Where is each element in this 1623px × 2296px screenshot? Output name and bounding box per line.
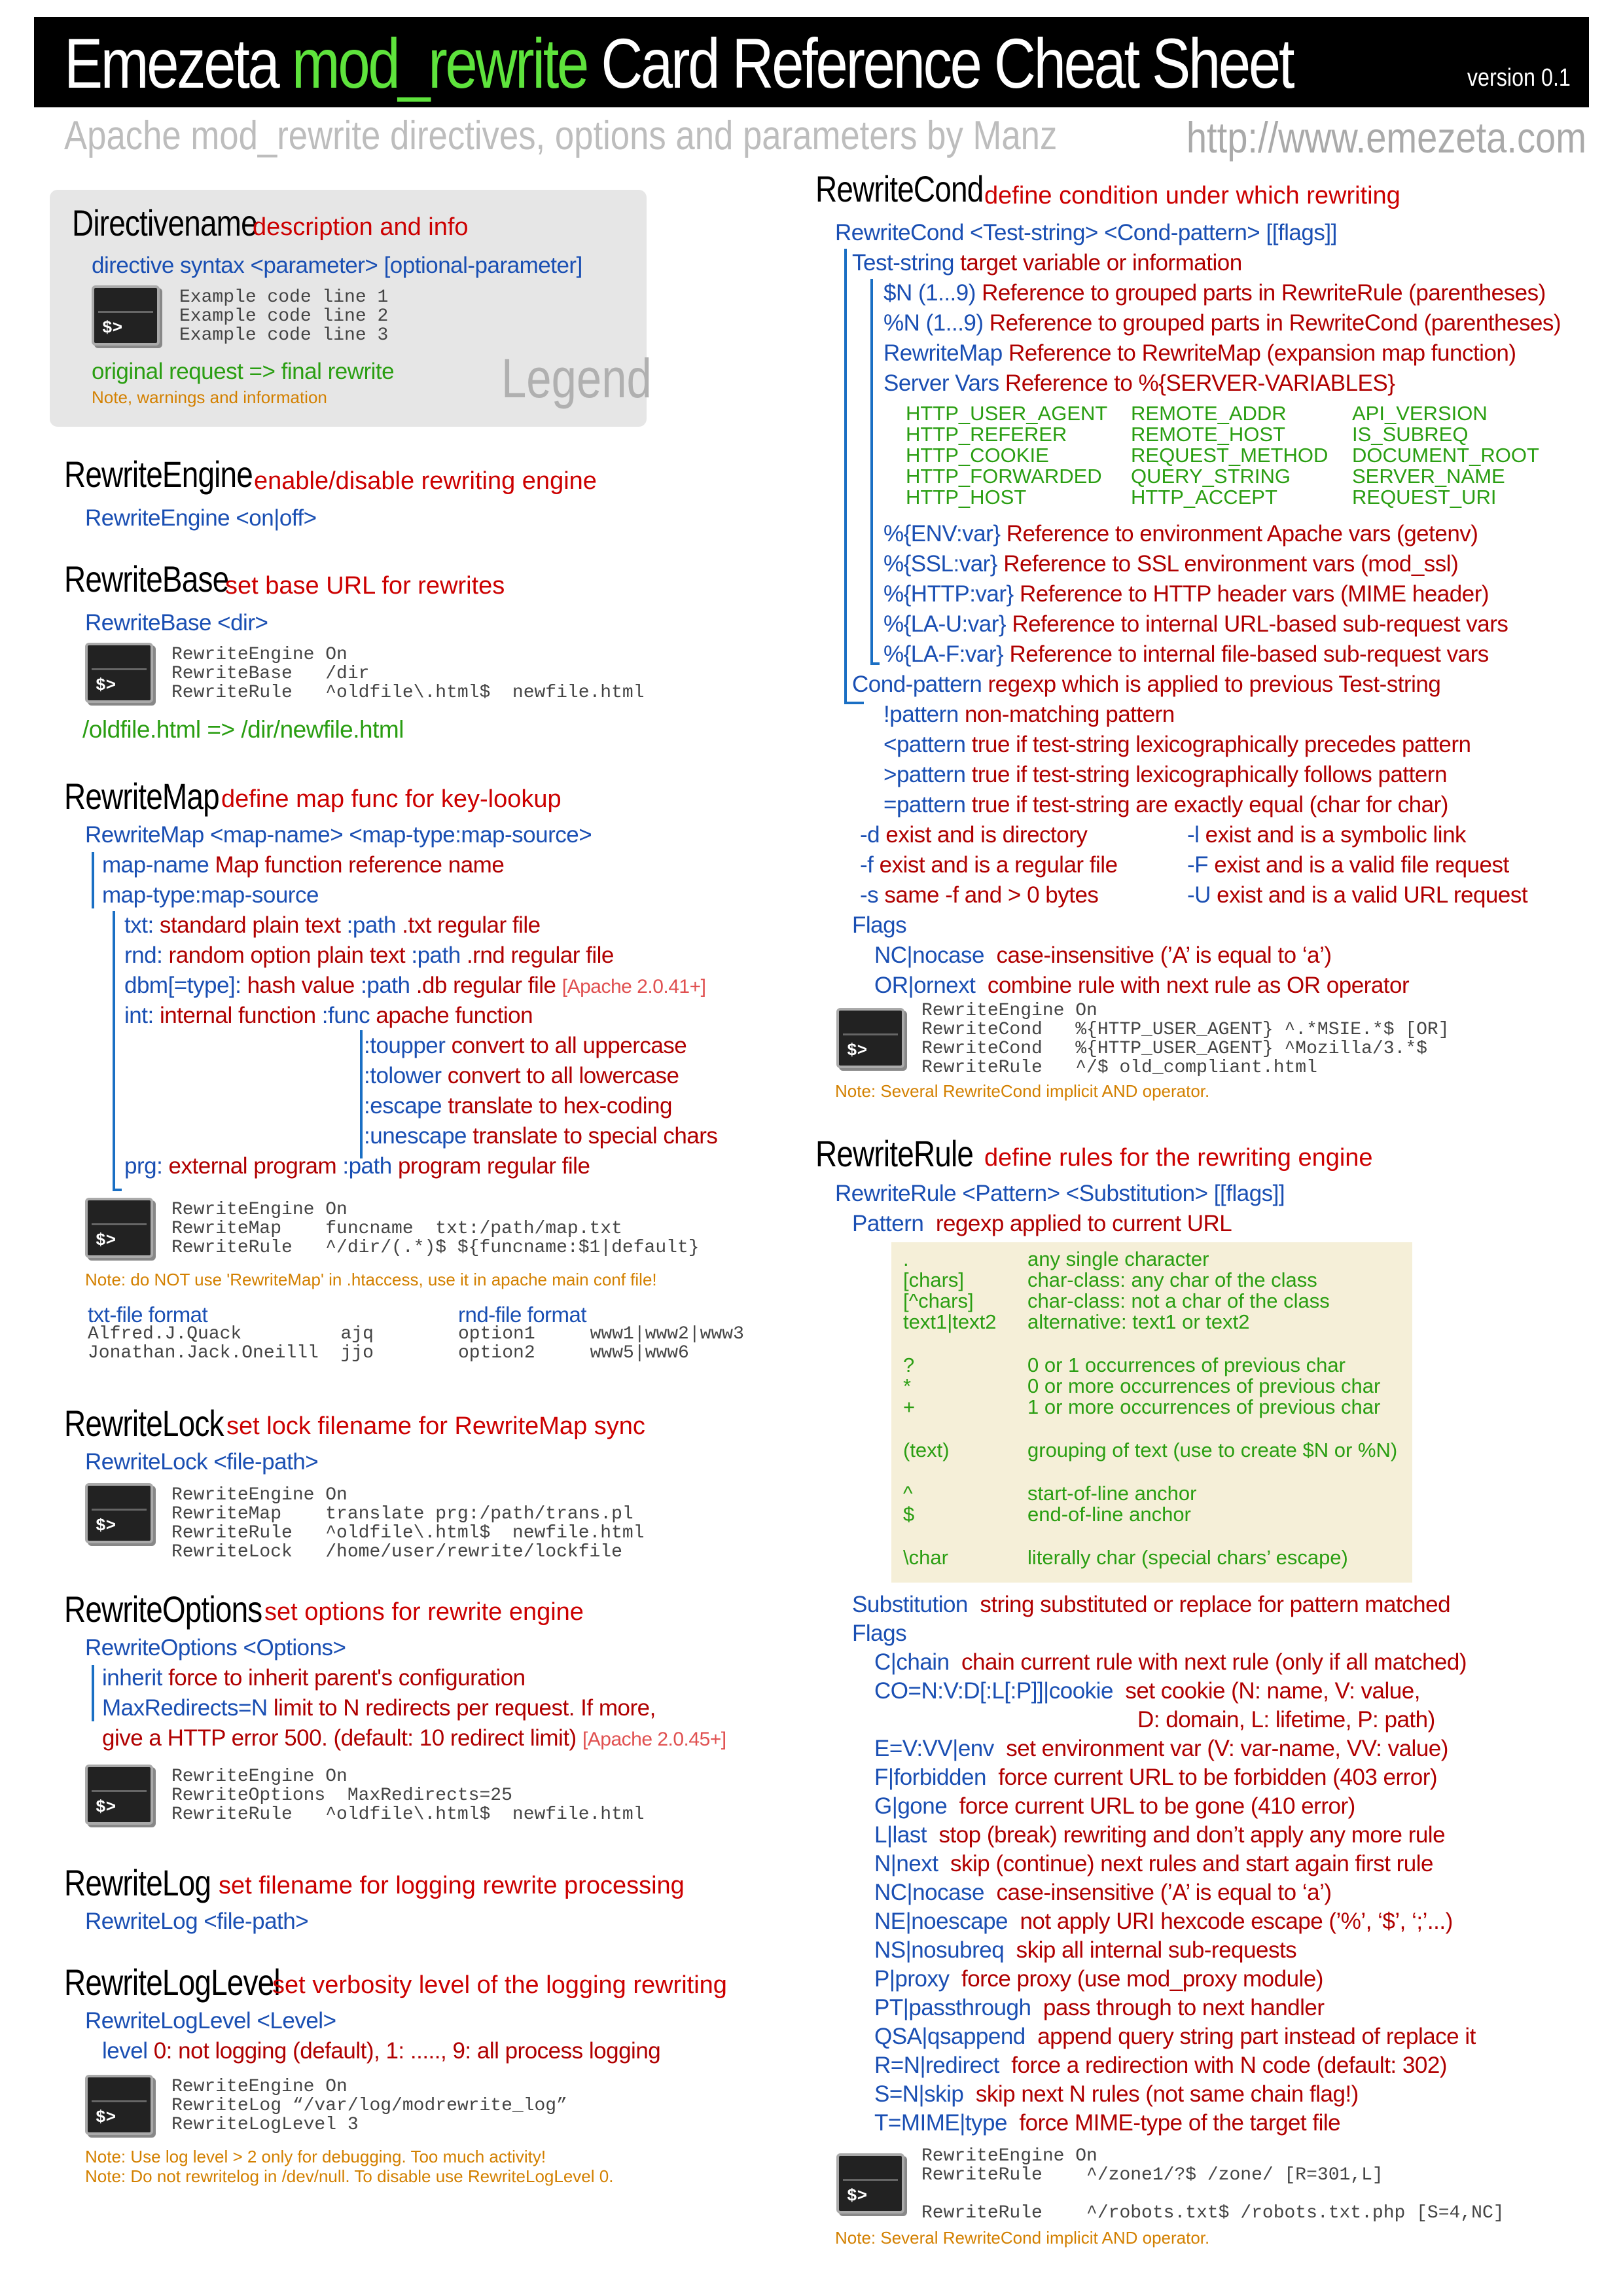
- rule-flag: NC|nocase case-insensitive (’A’ is equal to ‘a’): [874, 1880, 1332, 1905]
- rewritemap-desc: define map func for key-lookup: [221, 785, 562, 813]
- rnd-format-label: rnd-file format: [458, 1302, 587, 1327]
- terminal-icon: $>: [85, 1765, 153, 1825]
- rewritelog-desc: set filename for logging rewrite processing: [219, 1872, 685, 1899]
- legend-label: Legend: [501, 348, 652, 409]
- ts-rewritemap: RewriteMap Reference to RewriteMap (expansion map function): [883, 340, 1516, 366]
- rewriterule-note: Note: Several RewriteCond implicit AND operator.: [835, 2228, 1210, 2248]
- regex-key: [chars]: [903, 1268, 965, 1291]
- cp-s: -s same -f and > 0 bytes: [860, 882, 1099, 908]
- rewritemap-code: RewriteEngine On RewriteMap funcname txt:/path/map.txt RewriteRule ^/dir/(.*)$ ${funcname:$1|default}: [171, 1200, 700, 1258]
- regex-desc: 1 or more occurrences of previous char: [1027, 1395, 1381, 1418]
- regex-desc: char-class: not a char of the class: [1027, 1289, 1330, 1312]
- rule-flag-cont: D: domain, L: lifetime, P: path): [1137, 1707, 1435, 1732]
- terminal-icon: $>: [836, 1008, 904, 1068]
- teststring-row: Test-string target variable or information: [852, 250, 1242, 276]
- regex-key: (text): [903, 1439, 950, 1462]
- condpattern-row: Cond-pattern regexp which is applied to previous Test-string: [852, 672, 1441, 697]
- rewritemap-syntax: RewriteMap <map-name> <map-type:map-source>: [85, 822, 592, 848]
- cp-gt: >pattern true if test-string lexicographically follows pattern: [883, 762, 1447, 787]
- rewritemap-title: RewriteMap: [64, 776, 219, 817]
- rewritecond-desc: define condition under which rewriting: [984, 182, 1400, 209]
- rewriteloglevel-desc: set verbosity level of the logging rewriting: [272, 1971, 727, 1999]
- rewritemap-note: Note: do NOT use 'RewriteMap' in .htaccess, use it in apache main conf file!: [85, 1270, 657, 1289]
- rule-flag: E=V:VV|env set environment var (V: var-name, VV: value): [874, 1736, 1448, 1761]
- txt-format-label: txt-file format: [88, 1302, 208, 1327]
- ts-ssl: %{SSL:var} Reference to SSL environment vars (mod_ssl): [883, 551, 1459, 577]
- regex-key: ?: [903, 1354, 915, 1376]
- terminal-icon: $>: [85, 1483, 153, 1543]
- ts-server-vars: Server Vars Reference to %{SERVER-VARIABLES}: [883, 370, 1395, 396]
- func-toupper: :toupper convert to all uppercase: [364, 1033, 687, 1058]
- tree-line: [92, 1665, 94, 1721]
- rule-flag: NE|noescape not apply URI hexcode escape (’%’, ‘$’, ‘;’...): [874, 1909, 1453, 1934]
- rewritecond-code: RewriteEngine On RewriteCond %{HTTP_USER_AGENT} ^.*MSIE.*$ [OR] RewriteCond %{HTTP_USER_AGENT} ^Mozilla/3.*$ RewriteRule ^/$ old_compliant.html: [921, 1001, 1450, 1078]
- regex-desc: any single character: [1027, 1247, 1209, 1270]
- terminal-icon: $>: [85, 2075, 153, 2135]
- regex-desc: 0 or more occurrences of previous char: [1027, 1374, 1381, 1397]
- rewriteengine-syntax: RewriteEngine <on|off>: [85, 505, 317, 531]
- map-txt-row: txt: standard plain text :path .txt regular file: [124, 912, 541, 938]
- regex-desc: alternative: text1 or text2: [1027, 1310, 1250, 1333]
- rule-flag: PT|passthrough pass through to next handler: [874, 1995, 1325, 2020]
- loglevel-note-2: Note: Do not rewritelog in /dev/null. To disable use RewriteLogLevel 0.: [85, 2166, 614, 2186]
- rewriteengine-title: RewriteEngine: [64, 454, 253, 495]
- header-bar: [34, 17, 1589, 107]
- rule-flag: P|proxy force proxy (use mod_proxy module): [874, 1966, 1323, 1992]
- option-maxredirects: MaxRedirects=N limit to N redirects per request. If more,: [102, 1695, 656, 1721]
- loglevel-note-1: Note: Use log level > 2 only for debugging. Too much activity!: [85, 2147, 546, 2166]
- regex-desc: grouping of text (use to create $N or %N): [1027, 1439, 1398, 1462]
- rule-flag: NS|nosubreq skip all internal sub-requests: [874, 1937, 1297, 1963]
- rewriterule-desc: define rules for the rewriting engine: [984, 1144, 1373, 1172]
- legend-description: description and info: [253, 213, 469, 241]
- legend-note: Note, warnings and information: [92, 387, 327, 407]
- ts-la-u: %{LA-U:var} Reference to internal URL-based sub-request vars: [883, 611, 1508, 637]
- regex-desc: 0 or 1 occurrences of previous char: [1027, 1354, 1346, 1376]
- tree-line: [870, 279, 880, 665]
- rewritebase-code: RewriteEngine On RewriteBase /dir RewriteRule ^oldfile\.html$ newfile.html: [171, 645, 645, 703]
- rewritebase-syntax: RewriteBase <dir>: [85, 610, 268, 636]
- rewritelock-desc: set lock filename for RewriteMap sync: [226, 1412, 645, 1440]
- cp-F: -F exist and is a valid file request: [1187, 852, 1509, 878]
- rule-flag: T=MIME|type force MIME-type of the target file: [874, 2110, 1341, 2136]
- rewriterule-title: RewriteRule: [815, 1133, 974, 1174]
- func-unescape: :unescape translate to special chars: [364, 1123, 718, 1149]
- ts-percent-n: %N (1...9) Reference to grouped parts in RewriteCond (parentheses): [883, 310, 1561, 336]
- loglevel-row: level 0: not logging (default), 1: ....., 9: all process logging: [102, 2038, 661, 2064]
- cp-f: -f exist and is a regular file: [860, 852, 1118, 878]
- rewritebase-desc: set base URL for rewrites: [225, 572, 505, 600]
- regex-key: *: [903, 1374, 912, 1397]
- ts-la-f: %{LA-F:var} Reference to internal file-based sub-request vars: [883, 641, 1489, 667]
- txt-format-code: Alfred.J.Quack ajq Jonathan.Jack.Oneilll jjo: [88, 1324, 374, 1363]
- rewritelock-code: RewriteEngine On RewriteMap translate prg:/path/trans.pl RewriteRule ^oldfile\.html$ newfile.html RewriteLock /home/user/rewrite/lockfile: [171, 1485, 645, 1562]
- regex-key: +: [903, 1395, 916, 1418]
- rewritecond-syntax: RewriteCond <Test-string> <Cond-pattern> [[flags]]: [835, 220, 1337, 245]
- map-rnd-row: rnd: random option plain text :path .rnd regular file: [124, 942, 614, 968]
- legend-rewrite: original request => final rewrite: [92, 359, 395, 384]
- rule-flag: QSA|qsappend append query string part instead of replace it: [874, 2024, 1476, 2049]
- cp-lt: <pattern true if test-string lexicographically precedes pattern: [883, 732, 1471, 757]
- regex-key: $: [903, 1503, 915, 1526]
- rewritelock-title: RewriteLock: [64, 1403, 224, 1444]
- regex-key: text1|text2: [903, 1310, 997, 1333]
- rule-flag: L|last stop (break) rewriting and don’t apply any more rule: [874, 1822, 1446, 1848]
- rewriteoptions-syntax: RewriteOptions <Options>: [85, 1635, 346, 1660]
- terminal-icon: $>: [85, 1198, 153, 1258]
- cp-d: -d exist and is directory: [860, 822, 1088, 848]
- regex-desc: char-class: any char of the class: [1027, 1268, 1317, 1291]
- func-tolower: :tolower convert to all lowercase: [364, 1063, 679, 1088]
- terminal-icon: $>: [836, 2153, 904, 2214]
- rule-flag: R=N|redirect force a redirection with N code (default: 302): [874, 2053, 1447, 2078]
- rewriteengine-desc: enable/disable rewriting engine: [254, 467, 597, 495]
- server-vars-col-3: API_VERSION IS_SUBREQ DOCUMENT_ROOT SERVER_NAME REQUEST_URI: [1352, 402, 1539, 509]
- rule-flag: F|forbidden force current URL to be forbidden (403 error): [874, 1765, 1438, 1790]
- regex-key: .: [903, 1247, 909, 1270]
- cond-flag-nc: NC|nocase case-insensitive (’A’ is equal to ‘a’): [874, 942, 1332, 968]
- rule-flag: N|next skip (continue) next rules and start again first rule: [874, 1851, 1434, 1876]
- rewriteoptions-title: RewriteOptions: [64, 1588, 262, 1630]
- regex-key: ^: [903, 1482, 913, 1505]
- cp-U: -U exist and is a valid URL request: [1187, 882, 1528, 908]
- rewritelock-syntax: RewriteLock <file-path>: [85, 1449, 319, 1475]
- terminal-icon: $>: [92, 285, 160, 346]
- rule-flag: G|gone force current URL to be gone (410 error): [874, 1793, 1355, 1819]
- rewritelog-title: RewriteLog: [64, 1862, 211, 1903]
- cp-l: -l exist and is a symbolic link: [1187, 822, 1467, 848]
- cond-flags-label: Flags: [852, 912, 907, 938]
- regex-desc: start-of-line anchor: [1027, 1482, 1197, 1505]
- regex-key: [^chars]: [903, 1289, 974, 1312]
- rewriteloglevel-title: RewriteLogLevel: [64, 1962, 280, 2003]
- maptype-label: map-type:map-source: [102, 882, 319, 908]
- pattern-row: Pattern regexp applied to current URL: [852, 1211, 1232, 1236]
- rewriteloglevel-syntax: RewriteLogLevel <Level>: [85, 2008, 336, 2034]
- rewritebase-rewrite: /oldfile.html => /dir/newfile.html: [82, 716, 404, 743]
- subtitle: Apache mod_rewrite directives, options and parameters by Manz: [64, 113, 1058, 158]
- regex-desc: end-of-line anchor: [1027, 1503, 1191, 1526]
- rule-flag: S=N|skip skip next N rules (not same chain flag!): [874, 2081, 1359, 2107]
- func-escape: :escape translate to hex-coding: [364, 1093, 672, 1119]
- tree-line: [844, 694, 864, 704]
- ts-dollar-n: $N (1...9) Reference to grouped parts in RewriteRule (parentheses): [883, 280, 1546, 306]
- server-vars-col-1: HTTP_USER_AGENT HTTP_REFERER HTTP_COOKIE HTTP_FORWARDED HTTP_HOST: [906, 402, 1108, 509]
- page-title: Emezeta mod_rewrite Card Reference Cheat Sheet: [64, 24, 1293, 103]
- terminal-icon: $>: [85, 643, 153, 703]
- rewriteloglevel-code: RewriteEngine On RewriteLog “/var/log/modrewrite_log” RewriteLogLevel 3: [171, 2077, 567, 2135]
- tree-line: [360, 1030, 363, 1158]
- rule-flags-label: Flags: [852, 1621, 907, 1646]
- rule-flag: C|chain chain current rule with next rule (only if all matched): [874, 1649, 1467, 1675]
- cp-not: !pattern non-matching pattern: [883, 702, 1175, 727]
- rewriteoptions-code: RewriteEngine On RewriteOptions MaxRedirects=25 RewriteRule ^oldfile\.html$ newfile.html: [171, 1767, 645, 1825]
- rewritecond-title: RewriteCond: [815, 168, 984, 209]
- regex-desc: literally char (special chars’ escape): [1027, 1546, 1348, 1569]
- option-maxredirects-cont: give a HTTP error 500. (default: 10 redirect limit) [Apache 2.0.45+]: [102, 1725, 726, 1751]
- legend-directive-name: Directivename: [72, 202, 257, 243]
- option-inherit: inherit force to inherit parent's configuration: [102, 1665, 526, 1691]
- mapname-row: map-name Map function reference name: [102, 852, 505, 878]
- tree-line: [113, 911, 122, 1191]
- map-int-row: int: internal function :func apache function: [124, 1003, 533, 1028]
- map-dbm-row: dbm[=type]: hash value :path .db regular file [Apache 2.0.41+]: [124, 973, 706, 998]
- cp-eq: =pattern true if test-string are exactly equal (char for char): [883, 792, 1448, 817]
- rnd-format-code: option1 www1|www2|www3 option2 www5|www6: [458, 1324, 744, 1363]
- legend-syntax: directive syntax <parameter> [optional-parameter]: [92, 253, 582, 278]
- ts-env: %{ENV:var} Reference to environment Apache vars (getenv): [883, 521, 1478, 547]
- tree-line: [92, 852, 94, 908]
- rewritebase-title: RewriteBase: [64, 558, 229, 600]
- site-url[interactable]: http://www.emezeta.com: [1186, 113, 1586, 162]
- rewriterule-code: RewriteEngine On RewriteRule ^/zone1/?$ /zone/ [R=301,L] RewriteRule ^/robots.txt$ /robots.txt.php [S=4,NC]: [921, 2146, 1505, 2223]
- rewritecond-note: Note: Several RewriteCond implicit AND operator.: [835, 1081, 1210, 1101]
- tree-line: [844, 249, 847, 700]
- version-label: version 0.1: [1467, 64, 1571, 92]
- substitution-row: Substitution string substituted or replace for pattern matched: [852, 1592, 1451, 1617]
- rewriterule-syntax: RewriteRule <Pattern> <Substitution> [[flags]]: [835, 1181, 1285, 1206]
- map-prg-row: prg: external program :path program regular file: [124, 1153, 590, 1179]
- rewriteoptions-desc: set options for rewrite engine: [264, 1598, 584, 1626]
- server-vars-col-2: REMOTE_ADDR REMOTE_HOST REQUEST_METHOD QUERY_STRING HTTP_ACCEPT: [1131, 402, 1329, 509]
- ts-http: %{HTTP:var} Reference to HTTP header vars (MIME header): [883, 581, 1489, 607]
- cond-flag-or: OR|ornext combine rule with next rule as OR operator: [874, 973, 1410, 998]
- regex-key: \char: [903, 1546, 948, 1569]
- rewritelog-syntax: RewriteLog <file-path>: [85, 1909, 309, 1934]
- rule-flag: CO=N:V:D[:L[:P]]|cookie set cookie (N: name, V: value,: [874, 1678, 1420, 1704]
- legend-code: Example code line 1 Example code line 2 Example code line 3: [179, 287, 389, 346]
